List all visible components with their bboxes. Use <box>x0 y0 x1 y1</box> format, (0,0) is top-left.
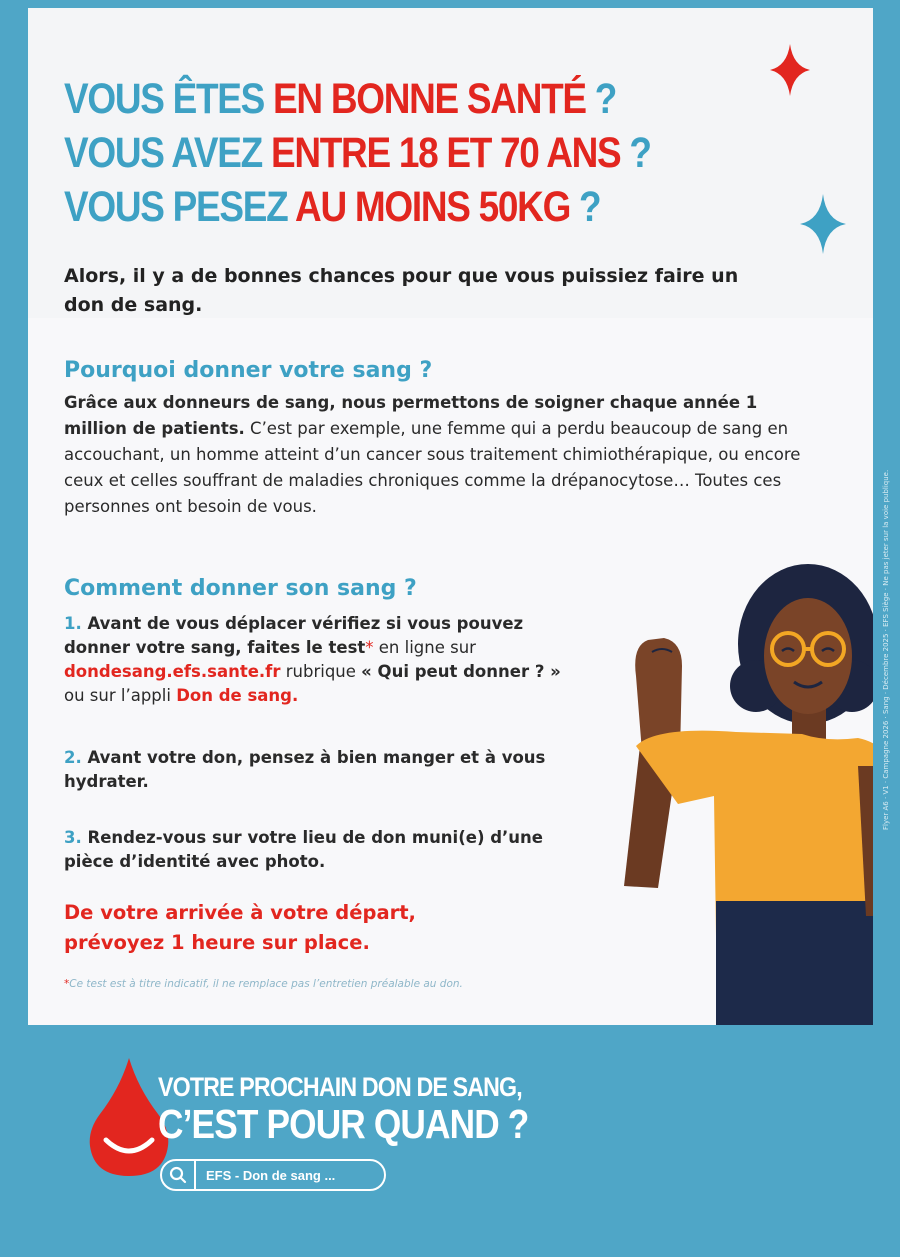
efs-website-link[interactable]: dondesang.efs.sante.fr <box>64 662 281 681</box>
print-sidenote: Flyer A6 · V1 · Campagne 2026 · Sang · Décembre 2025 · EFS Siège · Ne pas jeter sur la voie publique. <box>882 469 890 830</box>
why-body-bold: Grâce aux donneurs de sang, nous permettons de soigner chaque année 1 million de patients. <box>64 393 758 438</box>
search-text: EFS - Don de sang ... <box>206 1167 336 1183</box>
search-icon[interactable] <box>162 1161 196 1189</box>
arrival-note: De votre arrivée à votre départ, prévoyez 1 heure sur place. <box>64 901 416 954</box>
cta-heading: VOTRE PROCHAIN DON DE SANG, C’EST POUR QUAND ? <box>158 1072 529 1147</box>
sparkle-red-icon <box>770 44 810 96</box>
why-body-rest: C’est par exemple, une femme qui a perdu beaucoup de sang en accouchant, un homme atteint d’un cancer sous traitement chimiothérapique, ou encore ceux et celles souffrant de maladies chroniques comme la drépanocytose… Toutes ces personnes ont besoin de vous. <box>64 419 801 516</box>
sparkle-blue-icon <box>800 194 846 254</box>
flyer-sheet <box>28 8 873 1025</box>
step-2: 2. Avant votre don, pensez à bien manger et à vous hydrater. <box>64 748 546 791</box>
headline <box>64 72 651 234</box>
step-1: 1. Avant de vous déplacer vérifiez si vous pouvez donner votre sang, faites le test* en ligne sur dondesang.efs.sante.fr rubrique « Qui peut donner ? » ou sur l’appli Don de sang. <box>64 614 561 705</box>
why-title: Pourquoi donner votre sang ? <box>64 358 433 383</box>
woman-illustration <box>596 556 873 1025</box>
app-name: Don de sang. <box>176 686 299 705</box>
intro-text: Alors, il y a de bonnes chances pour que vous puissiez faire un don de sang. <box>64 265 739 316</box>
step-3: 3. Rendez-vous sur votre lieu de don muni(e) d’une pièce d’identité avec photo. <box>64 828 543 871</box>
why-body <box>64 390 814 520</box>
headline-line-2: VOUS AVEZ ENTRE 18 ET 70 ANS ? <box>64 129 651 177</box>
how-title: Comment donner son sang ? <box>64 576 417 601</box>
headline-line-1: VOUS ÊTES EN BONNE SANTÉ ? <box>64 75 617 123</box>
headline-line-3: VOUS PESEZ AU MOINS 50KG ? <box>64 183 601 231</box>
search-bar[interactable] <box>160 1159 386 1191</box>
footnote: *Ce test est à titre indicatif, il ne remplace pas l’entretien préalable au don. <box>64 978 463 990</box>
